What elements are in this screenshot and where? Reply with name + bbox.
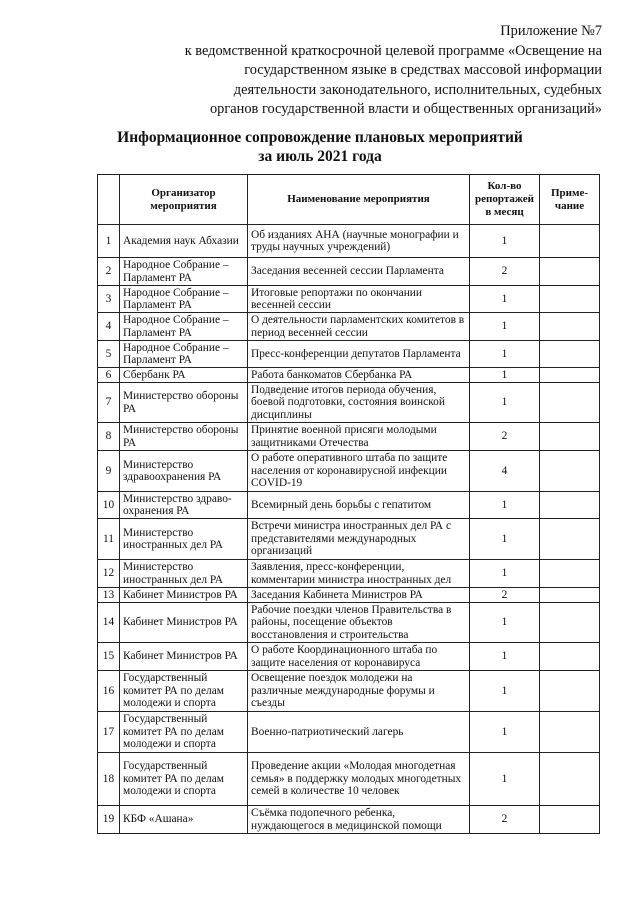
col-header-organizer: Организатор мероприятия <box>120 175 248 225</box>
row-event: Заседания Кабинета Министров РА <box>248 588 470 603</box>
row-organizer: Государственный комитет РА по делам молодежи и спорта <box>120 753 248 806</box>
row-note <box>540 560 600 588</box>
row-organizer: Академия наук Абхазии <box>120 225 248 258</box>
row-number: 3 <box>98 286 120 313</box>
row-event: Рабочие поездки членов Правительства в районы, посещение объектов восстановления и строительства <box>248 603 470 643</box>
row-event: Заседания весенней сессии Парламента <box>248 258 470 286</box>
appendix-line: государственном языке в средствах массовой информации <box>244 62 602 78</box>
row-organizer: Государственный комитет РА по делам молодежи и спорта <box>120 712 248 753</box>
table-header-row <box>98 175 600 225</box>
row-number: 4 <box>98 313 120 341</box>
row-note <box>540 712 600 753</box>
table-row <box>98 712 600 753</box>
row-count: 1 <box>470 712 540 753</box>
table-row <box>98 423 600 451</box>
appendix-line: деятельности законодательного, исполнительных, судебных <box>233 81 602 98</box>
table-row <box>98 225 600 258</box>
row-number: 6 <box>98 368 120 383</box>
row-count: 2 <box>470 423 540 451</box>
row-note <box>540 368 600 383</box>
row-count: 2 <box>470 258 540 286</box>
row-note <box>540 225 600 258</box>
row-note <box>540 286 600 313</box>
row-number: 7 <box>98 383 120 423</box>
table-row <box>98 753 600 806</box>
row-number: 16 <box>98 671 120 712</box>
row-number: 12 <box>98 560 120 588</box>
row-event: Работа банкоматов Сбербанка РА <box>248 368 470 383</box>
row-number: 15 <box>98 643 120 671</box>
appendix-header <box>42 22 602 120</box>
table-row <box>98 519 600 560</box>
row-note <box>540 423 600 451</box>
row-event: Съёмка подопечного ребенка, нуждающегося в медицинской помощи <box>248 806 470 834</box>
row-event: Всемирный день борьбы с гепатитом <box>248 492 470 519</box>
table-row <box>98 286 600 313</box>
row-note <box>540 492 600 519</box>
row-number: 11 <box>98 519 120 560</box>
title-line: Информационное сопровождение плановых мероприятий <box>117 129 523 146</box>
row-event: Встречи министра иностранных дел РА с представителями международных организаций <box>248 519 470 560</box>
row-event: Военно-патриотический лагерь <box>248 712 470 753</box>
table-row <box>98 603 600 643</box>
row-organizer: Народное Собрание – Парламент РА <box>120 313 248 341</box>
row-event: Заявления, пресс-конференции, комментарии министра иностранных дел <box>248 560 470 588</box>
row-number: 1 <box>98 225 120 258</box>
row-note <box>540 383 600 423</box>
row-organizer: Сбербанк РА <box>120 368 248 383</box>
row-count: 1 <box>470 286 540 313</box>
row-organizer: Министерство обороны РА <box>120 383 248 423</box>
table-row <box>98 671 600 712</box>
appendix-line: Приложение №7 <box>500 23 602 39</box>
row-count: 4 <box>470 451 540 492</box>
row-count: 2 <box>470 806 540 834</box>
table-row <box>98 492 600 519</box>
row-number: 5 <box>98 341 120 368</box>
row-organizer: Министерство здраво-охранения РА <box>120 492 248 519</box>
row-note <box>540 603 600 643</box>
row-event: О работе Координационного штаба по защите населения от коронавируса <box>248 643 470 671</box>
table-row <box>98 806 600 834</box>
row-number: 8 <box>98 423 120 451</box>
row-number: 17 <box>98 712 120 753</box>
row-organizer: Министерство иностранных дел РА <box>120 519 248 560</box>
row-organizer: КБФ «Ашана» <box>120 806 248 834</box>
row-note <box>540 519 600 560</box>
table-row <box>98 560 600 588</box>
table-row <box>98 341 600 368</box>
row-count: 1 <box>470 341 540 368</box>
row-note <box>540 588 600 603</box>
appendix-line: органов государственной власти и общественных организаций» <box>209 101 602 117</box>
table-row <box>98 258 600 286</box>
table-body <box>98 225 600 834</box>
row-organizer: Министерство обороны РА <box>120 423 248 451</box>
row-organizer: Кабинет Министров РА <box>120 588 248 603</box>
row-number: 18 <box>98 753 120 806</box>
row-note <box>540 643 600 671</box>
row-note <box>540 753 600 806</box>
row-number: 14 <box>98 603 120 643</box>
row-count: 1 <box>470 671 540 712</box>
row-count: 2 <box>470 588 540 603</box>
table-row <box>98 383 600 423</box>
row-count: 1 <box>470 753 540 806</box>
row-event: Подведение итогов периода обучения, боевой подготовки, состояния воинской дисциплины <box>248 383 470 423</box>
row-count: 1 <box>470 313 540 341</box>
row-count: 1 <box>470 368 540 383</box>
row-number: 10 <box>98 492 120 519</box>
row-event: Освещение поездок молодежи на различные международные форумы и съезды <box>248 671 470 712</box>
row-count: 1 <box>470 560 540 588</box>
row-organizer: Народное Собрание – Парламент РА <box>120 341 248 368</box>
row-count: 1 <box>470 519 540 560</box>
row-count: 1 <box>470 225 540 258</box>
row-note <box>540 341 600 368</box>
title-line: за июль 2021 года <box>258 148 382 165</box>
table-row <box>98 313 600 341</box>
row-number: 19 <box>98 806 120 834</box>
document-title <box>0 128 640 166</box>
col-header-event: Наименование мероприятия <box>248 175 470 225</box>
row-number: 13 <box>98 588 120 603</box>
table-row <box>98 588 600 603</box>
row-event: О работе оперативного штаба по защите населения от коронавирусной инфекции COVID-19 <box>248 451 470 492</box>
table-row <box>98 643 600 671</box>
row-count: 1 <box>470 492 540 519</box>
row-note <box>540 806 600 834</box>
row-number: 9 <box>98 451 120 492</box>
row-number: 2 <box>98 258 120 286</box>
row-event: Об изданиях АНА (научные монографии и труды научных учреждений) <box>248 225 470 258</box>
row-organizer: Народное Собрание – Парламент РА <box>120 286 248 313</box>
row-organizer: Кабинет Министров РА <box>120 643 248 671</box>
table-row <box>98 368 600 383</box>
row-event: Пресс-конференции депутатов Парламента <box>248 341 470 368</box>
row-note <box>540 671 600 712</box>
row-count: 1 <box>470 603 540 643</box>
appendix-line: к ведомственной краткосрочной целевой программе «Освещение на <box>184 42 602 59</box>
col-header-note: Приме-чание <box>540 175 600 225</box>
row-organizer: Министерство здравоохранения РА <box>120 451 248 492</box>
row-count: 1 <box>470 383 540 423</box>
row-organizer: Министерство иностранных дел РА <box>120 560 248 588</box>
row-organizer: Государственный комитет РА по делам молодежи и спорта <box>120 671 248 712</box>
col-header-num <box>98 175 120 225</box>
row-event: Проведение акции «Молодая многодетная семья» в поддержку молодых многодетных семей в количестве 10 человек <box>248 753 470 806</box>
row-count: 1 <box>470 643 540 671</box>
row-note <box>540 451 600 492</box>
row-event: О деятельности парламентских комитетов в период весенней сессии <box>248 313 470 341</box>
row-note <box>540 258 600 286</box>
events-table <box>97 174 600 834</box>
row-event: Принятие военной присяги молодыми защитниками Отечества <box>248 423 470 451</box>
row-event: Итоговые репортажи по окончании весенней сессии <box>248 286 470 313</box>
table-row <box>98 451 600 492</box>
row-note <box>540 313 600 341</box>
row-organizer: Народное Собрание – Парламент РА <box>120 258 248 286</box>
col-header-count: Кол-во репортажей в месяц <box>470 175 540 225</box>
row-organizer: Кабинет Министров РА <box>120 603 248 643</box>
